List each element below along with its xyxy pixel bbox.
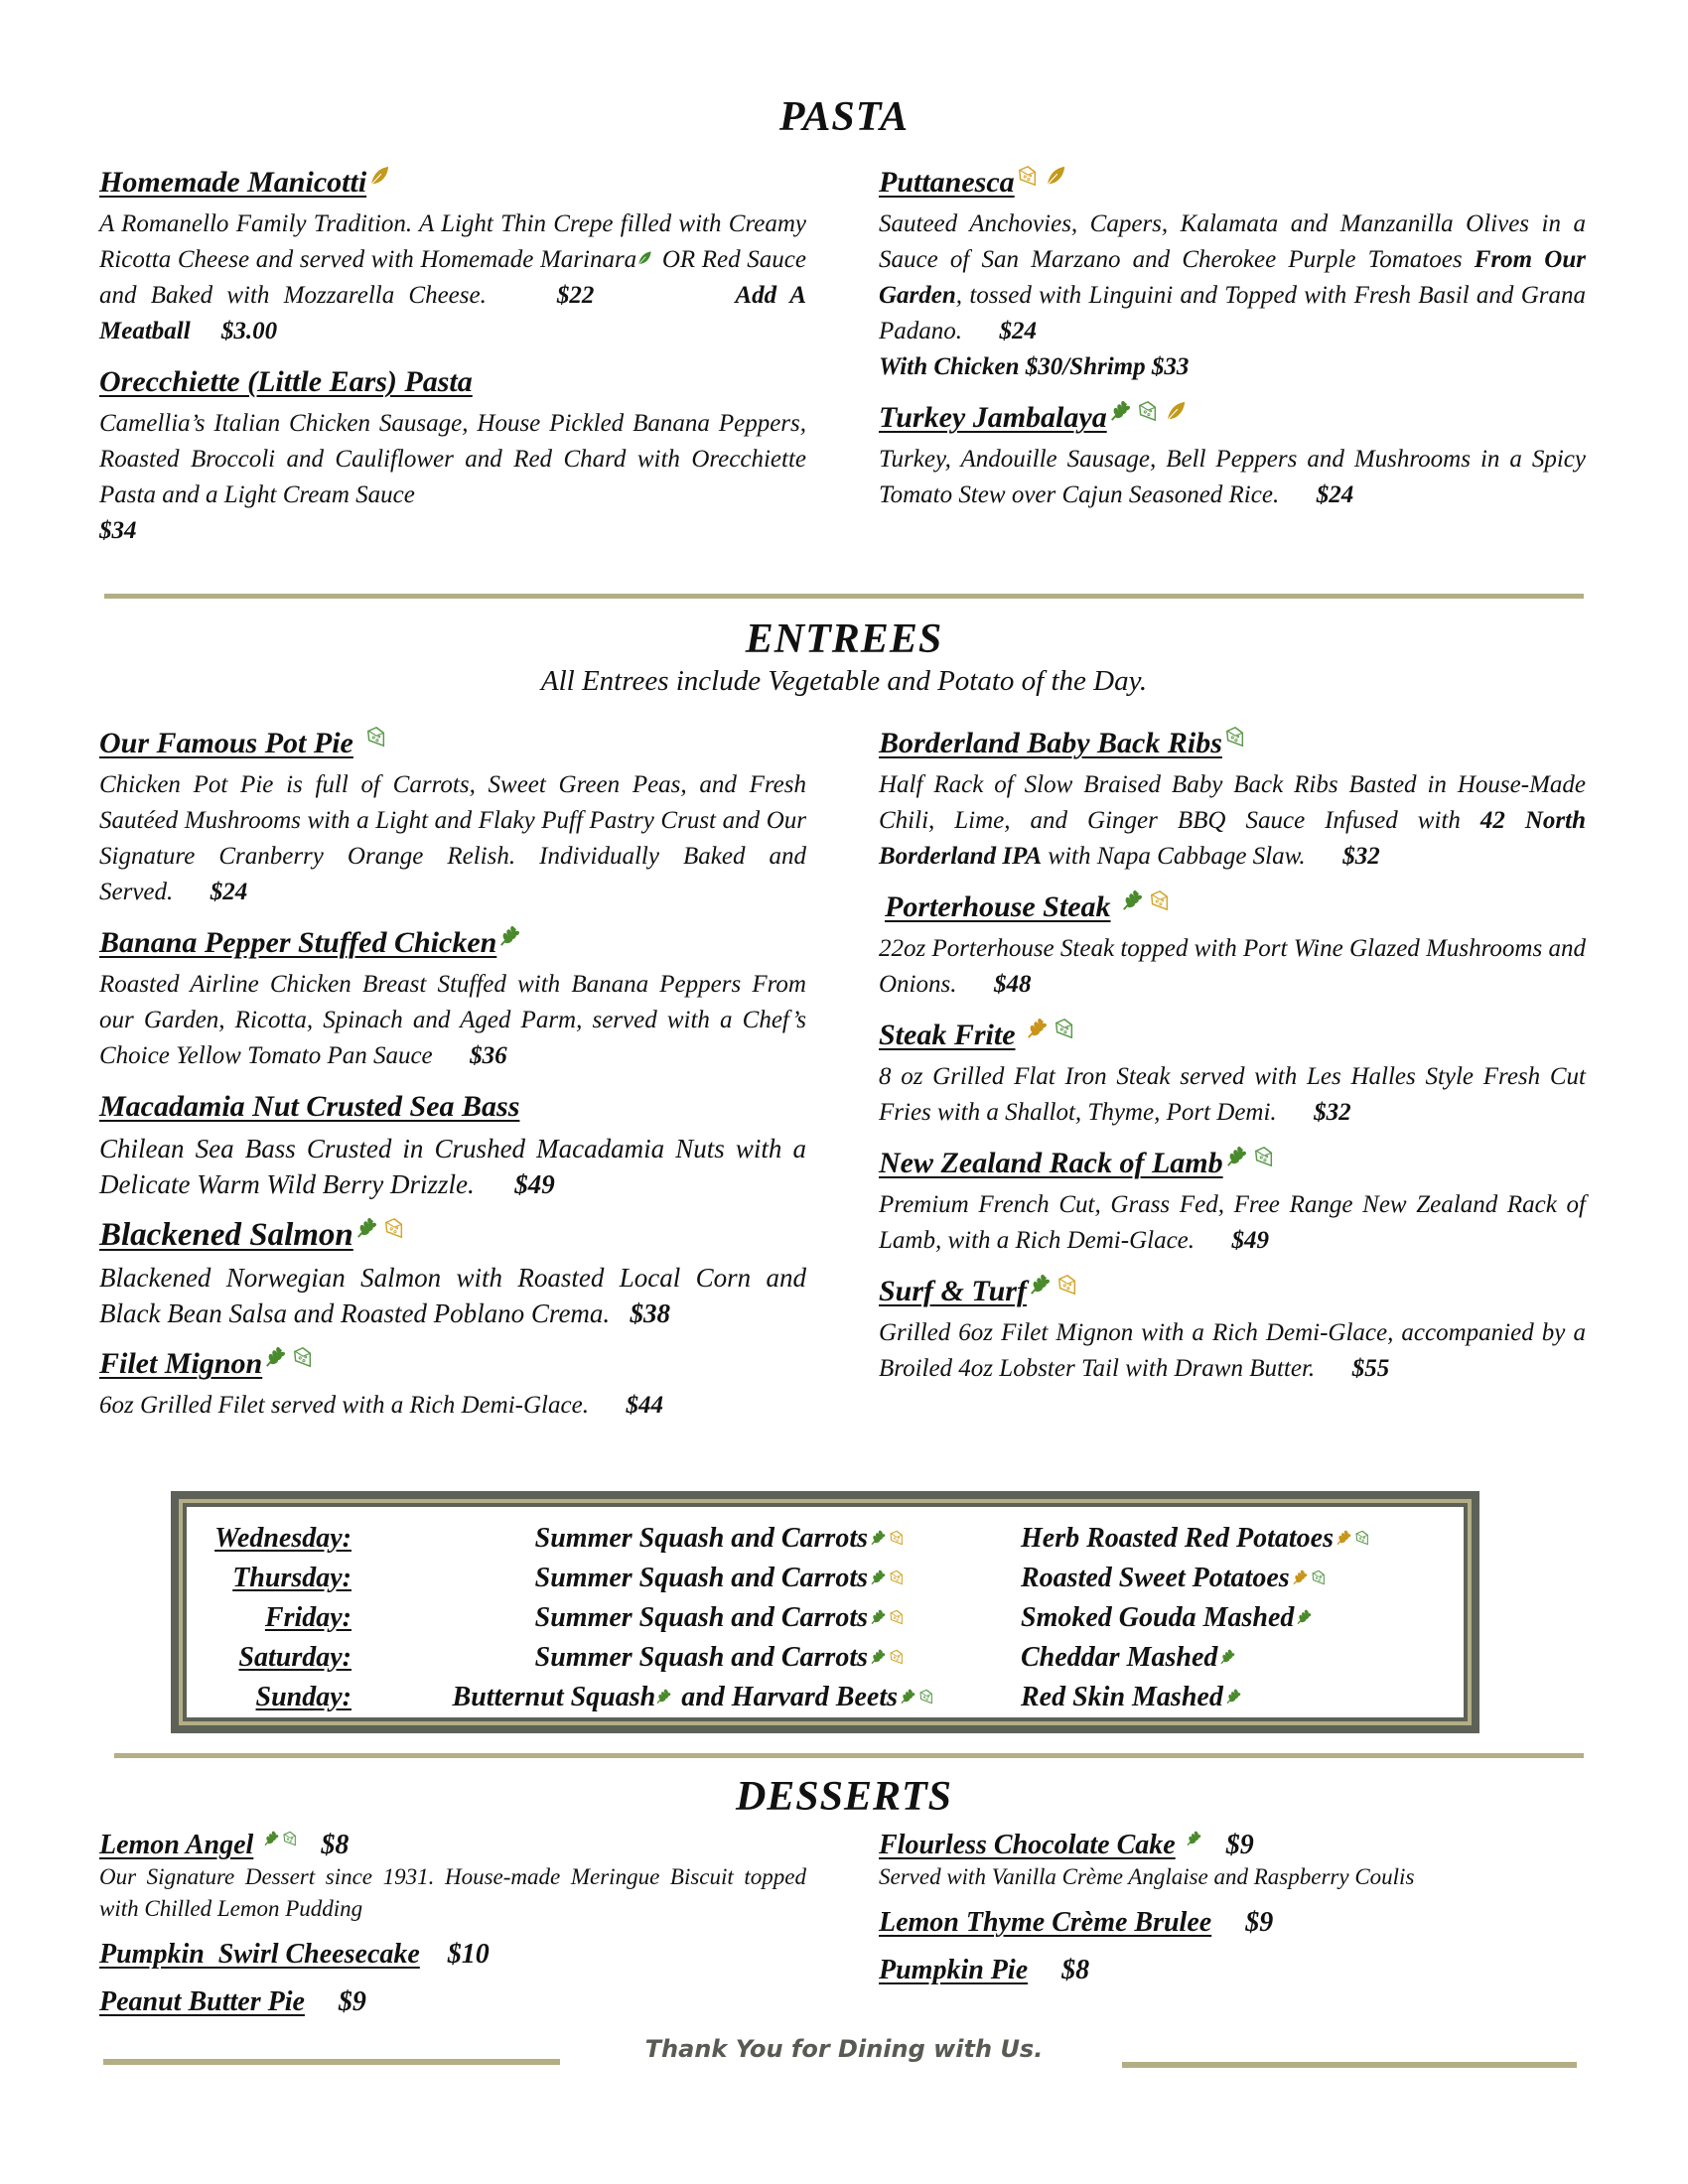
item-price: $49 <box>514 1169 555 1199</box>
menu-item-rack-of-lamb <box>879 1145 1586 1259</box>
dessert-creme-brulee <box>879 1907 1586 1939</box>
item-description: Grilled 6oz Filet Mignon with a Rich Demi-Glace, accompanied by a Broiled 4oz Lobster Tail with Drawn Butter. $55 <box>879 1319 1586 1382</box>
potato-of-day: Cheddar Mashed <box>1021 1638 1238 1678</box>
item-description: Roasted Airline Chicken Breast Stuffed with Banana Peppers From our Garden, Ricotta, Spinach and Aged Parm, served with a Chef’s Choice Yellow Tomato Pan Sauce $36 <box>99 971 806 1069</box>
vegetable-of-day: Butternut Squash and Harvard Beets <box>453 1678 937 1717</box>
dessert-price: $10 <box>447 1939 490 1970</box>
vegetable-of-day: Summer Squash and Carrots <box>535 1559 908 1598</box>
item-description: Blackened Norwegian Salmon with Roasted Local Corn and Black Bean Salsa and Roasted Poblano Crema. $38 <box>99 1263 806 1328</box>
menu-item-banana-pepper-chicken <box>99 924 806 1074</box>
dessert-price: $8 <box>1061 1955 1090 1985</box>
leaf-icon <box>368 164 390 188</box>
pasta-left-column <box>99 164 806 563</box>
diet-icons <box>355 1216 411 1254</box>
menu-item-surf-and-turf <box>879 1273 1586 1387</box>
herb-sprig-icon <box>1029 1273 1051 1297</box>
cheese-icon <box>1224 725 1246 749</box>
herb-sprig-icon <box>498 924 520 948</box>
menu-item-sea-bass <box>99 1088 806 1202</box>
day-label: Saturday: <box>238 1642 352 1673</box>
item-price: $55 <box>1351 1355 1390 1382</box>
diet-icons <box>1121 888 1177 926</box>
herb-sprig-icon <box>1225 1145 1247 1168</box>
cheese-icon <box>282 1830 298 1847</box>
entrees-right-column <box>879 725 1586 1401</box>
item-price: $38 <box>630 1298 670 1328</box>
dessert-price: $9 <box>338 1986 366 2017</box>
cheese-icon <box>889 1519 905 1537</box>
item-price: $24 <box>210 879 248 905</box>
dessert-name: Peanut Butter Pie <box>99 1986 305 2017</box>
schedule-row-friday <box>187 1598 1464 1638</box>
vegetable-of-day: Summer Squash and Carrots <box>535 1638 908 1678</box>
herb-sprig-icon <box>355 1216 377 1240</box>
cheese-icon <box>365 725 387 749</box>
cheese-icon <box>292 1345 314 1369</box>
item-name: Surf & Turf <box>879 1275 1027 1307</box>
section-title-pasta: PASTA <box>778 94 910 140</box>
item-price: $32 <box>1314 1099 1351 1126</box>
herb-sprig-icon <box>870 1598 886 1616</box>
item-price: $36 <box>470 1042 507 1069</box>
herb-sprig-icon <box>1292 1559 1308 1576</box>
dessert-price: $8 <box>321 1830 350 1860</box>
addon-label: Add A Meatball <box>99 282 807 344</box>
diet-icons <box>365 725 393 762</box>
item-name: Orecchiette (Little Ears) Pasta <box>99 365 473 398</box>
vegetable-of-day: Summer Squash and Carrots <box>535 1598 908 1638</box>
menu-item-porterhouse-steak <box>879 888 1586 1003</box>
item-price: $32 <box>1342 843 1380 870</box>
dessert-price: $9 <box>1225 1830 1254 1860</box>
herb-sprig-icon <box>1219 1638 1235 1656</box>
herb-icon <box>655 1678 671 1696</box>
herb-sprig-icon <box>264 1345 286 1369</box>
herb-sprig-icon <box>1109 399 1131 423</box>
item-name: Our Famous Pot Pie <box>99 727 353 759</box>
item-description: Camellia’s Italian Chicken Sausage, House Pickled Banana Peppers, Roasted Broccoli and Cauliflower and Red Chard with Orecchiette Pasta and a Light Cream Sauce $34 <box>99 410 806 544</box>
menu-item-turkey-jambalaya <box>879 399 1586 513</box>
potato-of-day: Herb Roasted Red Potatoes <box>1021 1519 1373 1559</box>
dessert-price: $9 <box>1245 1907 1274 1938</box>
diet-icons <box>1225 1145 1281 1182</box>
potato-of-day: Red Skin Mashed <box>1021 1678 1244 1717</box>
item-description: Chicken Pot Pie is full of Carrots, Sweet Green Peas, and Fresh Sautéed Mushrooms with a Light and Flaky Puff Pastry Crust and Our Signature Cranberry Orange Relish. Individually Baked and Served. $24 <box>99 771 806 905</box>
cheese-icon <box>383 1216 405 1240</box>
dessert-pumpkin-pie <box>879 1955 1586 1986</box>
dessert-flourless-chocolate-cake <box>879 1830 1586 1893</box>
item-description: 8 oz Grilled Flat Iron Steak served with Les Halles Style Fresh Cut Fries with a Shallot, Thyme, Port Demi. $32 <box>879 1063 1586 1126</box>
cheese-icon <box>889 1638 905 1656</box>
vegetable-of-day: Summer Squash and Carrots <box>535 1519 908 1559</box>
item-price: $48 <box>993 971 1032 998</box>
item-extra-price: With Chicken $30/Shrimp $33 <box>879 353 1190 380</box>
diet-icons <box>264 1345 320 1383</box>
footer-divider-right <box>1122 2062 1577 2068</box>
item-description: Premium French Cut, Grass Fed, Free Range New Zealand Rack of Lamb, with a Rich Demi-Glace. $49 <box>879 1191 1586 1254</box>
dessert-description: Served with Vanilla Crème Anglaise and Raspberry Coulis <box>879 1864 1415 1889</box>
cheese-icon <box>1149 888 1171 912</box>
herb-sprig-icon <box>1121 888 1143 912</box>
item-name: Banana Pepper Stuffed Chicken <box>99 926 497 959</box>
dessert-name: Pumpkin Swirl Cheesecake <box>99 1939 420 1970</box>
herb-sprig-icon <box>1296 1598 1312 1616</box>
item-description: 22oz Porterhouse Steak topped with Port Wine Glazed Mushrooms and Onions. $48 <box>879 935 1586 998</box>
item-price: $24 <box>1316 481 1354 508</box>
desserts-right-column <box>879 1830 1586 1986</box>
cheese-icon <box>1137 399 1159 423</box>
dessert-description: Our Signature Dessert since 1931. House-made Meringue Biscuit topped with Chilled Lemon Pudding <box>99 1864 806 1921</box>
item-name: Filet Mignon <box>99 1347 263 1380</box>
leaf-icon <box>1165 399 1187 423</box>
cheese-icon <box>1054 1017 1075 1040</box>
item-name: Macadamia Nut Crusted Sea Bass <box>99 1090 520 1123</box>
dessert-name: Lemon Thyme Crème Brulee <box>879 1907 1212 1938</box>
cheese-icon <box>889 1559 905 1576</box>
item-description: A Romanello Family Tradition. A Light Thin Crepe filled with Creamy Ricotta Cheese and served with Homemade Marinara OR Red Sauce and Baked with Mozzarella Cheese. $22 Add A Meatball $3.00 <box>99 210 807 344</box>
schedule-row-saturday <box>187 1638 1464 1678</box>
item-name: Turkey Jambalaya <box>879 401 1107 434</box>
diet-icons <box>368 164 396 202</box>
item-price: $22 <box>556 282 595 309</box>
section-title-desserts: DESSERTS <box>735 1774 953 1820</box>
item-name: Steak Frite <box>879 1019 1016 1051</box>
item-price: $44 <box>626 1392 663 1419</box>
item-price: $24 <box>999 318 1038 344</box>
day-label: Wednesday: <box>214 1523 352 1554</box>
item-description: Chilean Sea Bass Crusted in Crushed Macadamia Nuts with a Delicate Warm Wild Berry Drizzle. $49 <box>99 1134 806 1199</box>
dessert-name: Pumpkin Pie <box>879 1955 1029 1985</box>
item-description: Turkey, Andouille Sausage, Bell Peppers and Mushrooms in a Spicy Tomato Stew over Cajun Seasoned Rice. $24 <box>879 446 1586 508</box>
entrees-subtitle: All Entrees include Vegetable and Potato of the Day. <box>540 665 1148 697</box>
daily-sides-box <box>171 1491 1479 1733</box>
menu-item-filet-mignon <box>99 1345 806 1424</box>
cheese-icon <box>1017 164 1039 188</box>
day-label: Sunday: <box>255 1682 352 1712</box>
schedule-row-thursday <box>187 1559 1464 1598</box>
diet-icons <box>498 924 526 962</box>
herb-sprig-icon <box>870 1559 886 1576</box>
diet-icons <box>1029 1273 1084 1310</box>
dessert-lemon-angel <box>99 1830 806 1925</box>
addon-price: $3.00 <box>220 318 278 344</box>
leaf-icon <box>1045 164 1066 188</box>
herb-sprig-icon <box>900 1678 915 1696</box>
item-price: $34 <box>99 517 137 544</box>
cheese-icon <box>918 1678 934 1696</box>
item-name: New Zealand Rack of Lamb <box>879 1147 1223 1179</box>
cheese-icon <box>1311 1559 1327 1576</box>
section-divider <box>114 1753 1584 1758</box>
menu-item-baby-back-ribs <box>879 725 1586 875</box>
cheese-icon <box>889 1598 905 1616</box>
herb-sprig-icon <box>870 1638 886 1656</box>
desserts-left-column <box>99 1830 806 2018</box>
potato-of-day: Smoked Gouda Mashed <box>1021 1598 1315 1638</box>
item-description: Half Rack of Slow Braised Baby Back Ribs Basted in House-Made Chili, Lime, and Ginger BBQ Sauce Infused with 42 North Borderland IPA with Napa Cabbage Slaw. $32 <box>879 771 1586 870</box>
dessert-name: Flourless Chocolate Cake <box>879 1830 1176 1860</box>
item-price: $49 <box>1231 1227 1270 1254</box>
herb-sprig-icon <box>1026 1017 1048 1040</box>
dessert-pumpkin-cheesecake <box>99 1939 806 1971</box>
herb-sprig-icon <box>870 1519 886 1537</box>
menu-item-pot-pie <box>99 725 806 910</box>
diet-icons <box>1109 399 1193 437</box>
dessert-name: Lemon Angel <box>99 1830 254 1860</box>
day-label: Friday: <box>264 1602 352 1633</box>
diet-icons <box>1224 725 1252 762</box>
item-description: 6oz Grilled Filet served with a Rich Demi-Glace. $44 <box>99 1392 663 1419</box>
dessert-peanut-butter-pie <box>99 1986 806 2018</box>
pasta-right-column <box>879 164 1586 527</box>
schedule-row-sunday <box>187 1678 1464 1717</box>
cheese-icon <box>1354 1519 1370 1537</box>
schedule-row-wednesday <box>187 1519 1464 1559</box>
menu-item-homemade-manicotti <box>99 164 806 349</box>
item-description: Sauteed Anchovies, Capers, Kalamata and Manzanilla Olives in a Sauce of San Marzano and Cherokee Purple Tomatoes From Our Garden, tossed with Linguini and Topped with Fresh Basil and Grana Padano. $24 With Chicken $30/Shrimp $33 <box>879 210 1586 380</box>
cheese-icon <box>1253 1145 1275 1168</box>
menu-item-orecchiette <box>99 363 806 549</box>
menu-item-puttanesca <box>879 164 1586 385</box>
herb-sprig-icon <box>1225 1678 1241 1696</box>
day-label: Thursday: <box>232 1563 352 1593</box>
herb-sprig-icon <box>263 1830 279 1847</box>
section-divider <box>104 594 1584 599</box>
herb-sprig-icon <box>1336 1519 1351 1537</box>
leaf-icon <box>636 242 652 260</box>
item-name: Borderland Baby Back Ribs <box>879 727 1222 759</box>
menu-item-steak-frite <box>879 1017 1586 1131</box>
daily-sides-table <box>187 1507 1464 1717</box>
diet-icons <box>1026 1017 1081 1054</box>
menu-item-blackened-salmon <box>99 1216 806 1331</box>
footer-thanks: Thank You for Dining with Us. <box>644 2035 1044 2063</box>
cheese-icon <box>1056 1273 1078 1297</box>
potato-of-day: Roasted Sweet Potatoes <box>1021 1559 1330 1598</box>
herb-sprig-icon <box>1186 1830 1201 1847</box>
item-name: Blackened Salmon <box>99 1217 353 1253</box>
section-title-entrees: ENTREES <box>745 616 943 662</box>
item-name: Porterhouse Steak <box>885 890 1111 923</box>
item-name: Puttanesca <box>879 166 1015 199</box>
entrees-left-column <box>99 725 806 1437</box>
item-name: Homemade Manicotti <box>99 166 367 199</box>
diet-icons <box>1017 164 1072 202</box>
